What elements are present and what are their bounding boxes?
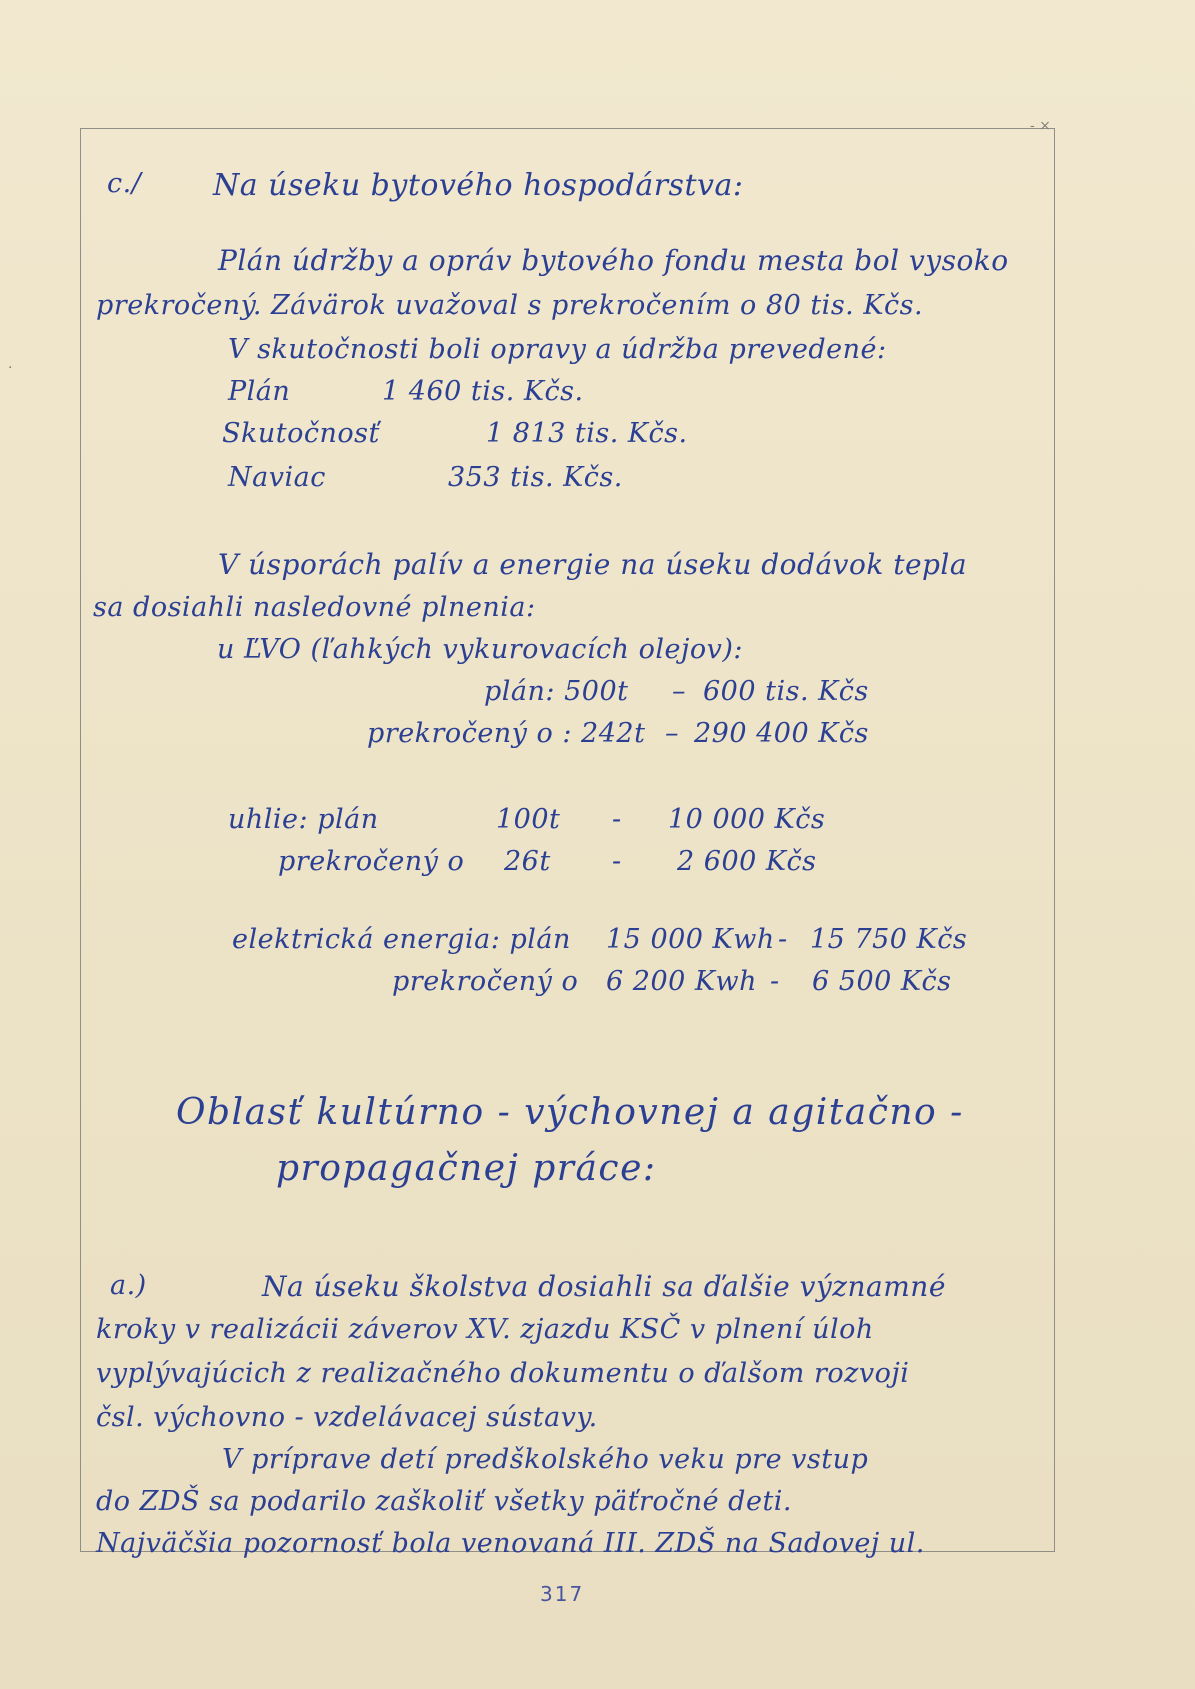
uhlie-plan-label: uhlie: plán: [228, 804, 379, 835]
lvo-exceeded-dash: –: [665, 718, 679, 749]
table1-value-skutocnost: 1 813 tis. Kčs.: [486, 418, 688, 449]
uhlie-exceeded-label: prekročený o: [278, 846, 465, 877]
table1-label-skutocnost: Skutočnosť: [222, 418, 380, 449]
lvo-plan-label: plán: 500t: [484, 676, 629, 707]
energia-exceeded-label: prekročený o: [392, 966, 579, 997]
corner-mark: - ×: [1030, 118, 1051, 134]
table1-value-naviac: 353 tis. Kčs.: [448, 462, 623, 493]
table1-label-naviac: Naviac: [228, 462, 326, 493]
paragraph3-line2: kroky v realizácii záverov XV. zjazdu KSČ v plnení úloh: [96, 1314, 874, 1345]
energia-exceeded-dash: -: [770, 966, 780, 997]
paragraph1-line2: prekročený. Závärok uvažoval s prekročením o 80 tis. Kčs.: [96, 290, 924, 321]
heading2-line1: Oblasť kultúrno - výchovnej a agitačno -: [176, 1092, 964, 1133]
energia-plan-dash: -: [778, 924, 788, 955]
uhlie-plan-dash: -: [612, 804, 622, 835]
paragraph3-line1: Na úseku školstva dosiahli sa ďalšie významné: [262, 1270, 946, 1303]
paragraph2-line2: sa dosiahli nasledovné plnenia:: [93, 592, 536, 623]
margin-dot: ·: [8, 360, 13, 376]
energia-plan-value: 15 750 Kčs: [810, 924, 968, 955]
page-number: 317: [540, 1582, 585, 1606]
heading2-line2: propagačnej práce:: [276, 1148, 657, 1189]
paragraph3-line7: Najväčšia pozornosť bola venovaná III. ZDŠ na Sadovej ul.: [96, 1528, 925, 1559]
paragraph1-line1: Plán údržby a opráv bytového fondu mesta bol vysoko: [218, 244, 1009, 277]
section-c-title: Na úseku bytového hospodárstva:: [213, 168, 744, 203]
lvo-plan-dash: –: [672, 676, 686, 707]
energia-plan-qty: 15 000 Kwh: [606, 924, 775, 955]
paragraph1-line3: V skutočnosti boli opravy a údržba prevedené:: [228, 334, 887, 365]
uhlie-exceeded-qty: 26t: [504, 846, 551, 877]
uhlie-exceeded-value: 2 600 Kčs: [677, 846, 817, 877]
energia-exceeded-value: 6 500 Kčs: [812, 966, 952, 997]
paragraph3-line3: vyplývajúcich z realizačného dokumentu o ďalšom rozvoji: [96, 1358, 910, 1389]
uhlie-exceeded-dash: -: [612, 846, 622, 877]
energia-plan-label: elektrická energia: plán: [232, 924, 571, 955]
lvo-exceeded-value: 290 400 Kčs: [694, 718, 869, 749]
paragraph3-line4: čsl. výchovno - vzdelávacej sústavy.: [96, 1402, 598, 1433]
section-a-label: a.): [110, 1270, 147, 1301]
lvo-exceeded-label: prekročený o : 242t: [367, 718, 646, 749]
uhlie-plan-value: 10 000 Kčs: [668, 804, 826, 835]
section-c-label: c./: [107, 168, 142, 199]
paragraph2-line1: V úsporách palív a energie na úseku dodávok tepla: [218, 548, 968, 581]
uhlie-plan-qty: 100t: [496, 804, 561, 835]
energia-exceeded-qty: 6 200 Kwh: [606, 966, 758, 997]
lvo-plan-value: 600 tis. Kčs: [703, 676, 869, 707]
table1-value-plan: 1 460 tis. Kčs.: [382, 376, 584, 407]
paragraph3-line5: V príprave detí predškolského veku pre vstup: [222, 1444, 869, 1475]
paragraph2-line3: u ĽVO (ľahkých vykurovacích olejov):: [217, 634, 743, 665]
table1-label-plan: Plán: [228, 376, 291, 407]
paragraph3-line6: do ZDŠ sa podarilo zaškoliť všetky päťročné deti.: [96, 1486, 793, 1517]
